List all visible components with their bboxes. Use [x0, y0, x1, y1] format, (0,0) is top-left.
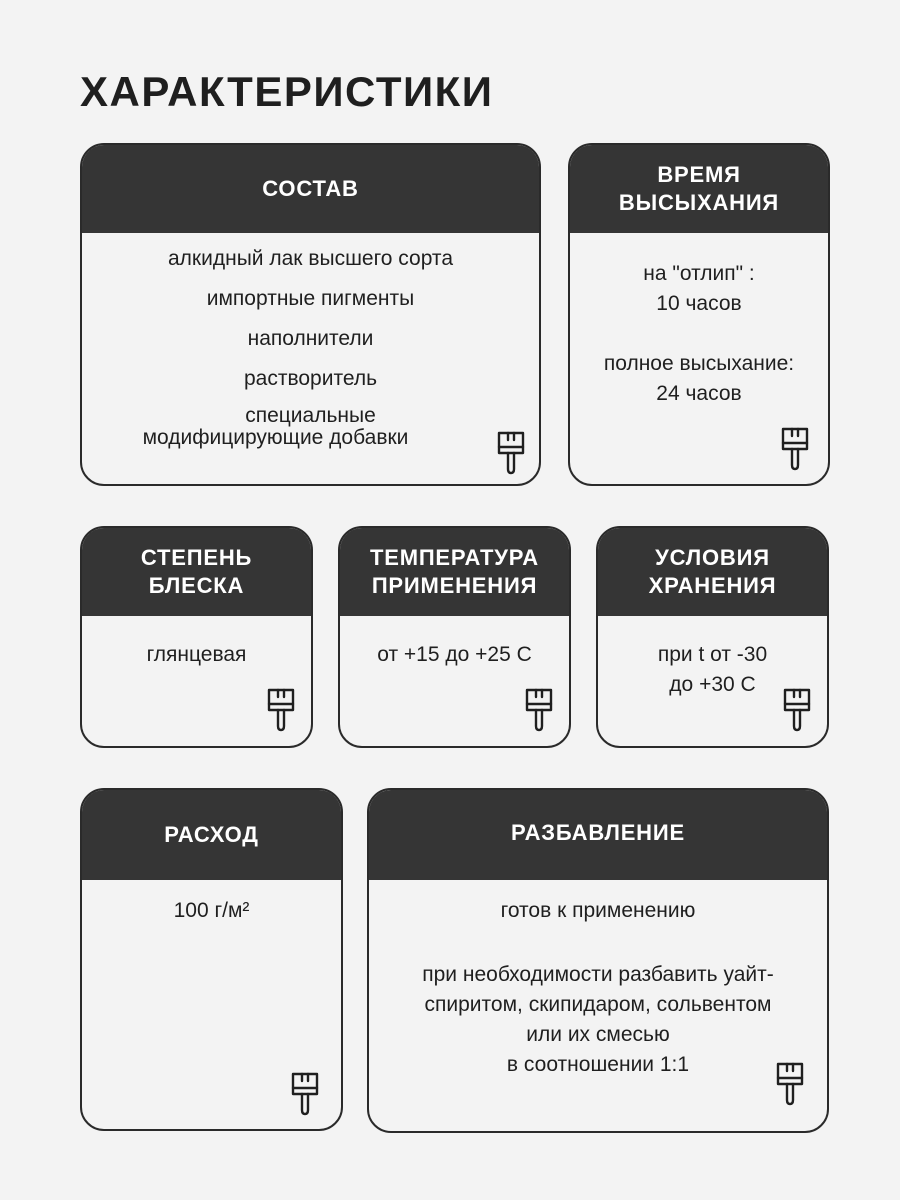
dilution-line-3: спиритом, скипидаром, сольвентом [424, 993, 772, 1016]
full-dry-label: полное высыхание: [603, 352, 795, 375]
card-gloss-level-title-line2: БЛЕСКА [148, 573, 245, 598]
card-drying-time-title-line2: ВЫСЫХАНИЯ [618, 190, 780, 215]
composition-item: специальные [245, 404, 376, 427]
composition-item: наполнители [247, 327, 374, 350]
card-consumption-body [82, 880, 341, 926]
card-composition [80, 143, 541, 486]
card-storage-conditions-header [598, 528, 827, 616]
card-application-temperature-title-line1: ТЕМПЕРАТУРА [369, 545, 539, 570]
card-drying-time-title-line1: ВРЕМЯ [657, 162, 741, 187]
card-dilution-title: РАЗБАВЛЕНИЕ [511, 820, 685, 845]
paint-brush-icon [782, 688, 812, 732]
dilution-line-2: при необходимости разбавить уайт- [422, 963, 774, 986]
card-consumption-header [82, 790, 341, 880]
card-application-temperature [338, 526, 571, 748]
card-gloss-level-header [82, 528, 311, 616]
card-gloss-level-body [82, 616, 311, 670]
paint-brush-icon [496, 431, 526, 475]
card-composition-header [82, 145, 539, 233]
gloss-value: глянцевая [146, 643, 247, 666]
card-gloss-level-title-line1: СТЕПЕНЬ [140, 545, 253, 570]
paint-brush-icon [524, 688, 554, 732]
card-dilution-header [369, 790, 827, 880]
card-composition-body [82, 233, 539, 449]
composition-item: модифицирующие добавки [142, 426, 409, 449]
tack-free-value: 10 часов [656, 292, 742, 315]
consumption-value: 100 г/м² [173, 899, 250, 922]
dilution-line-4: или их смесью [526, 1023, 670, 1046]
card-drying-time-header [570, 145, 828, 233]
dilution-line-1: готов к применению [500, 899, 696, 922]
composition-item: алкидный лак высшего сорта [168, 247, 453, 270]
card-application-temperature-header [340, 528, 569, 616]
full-dry-value: 24 часов [656, 382, 742, 405]
card-gloss-level [80, 526, 313, 748]
card-storage-conditions-title-line1: УСЛОВИЯ [655, 545, 770, 570]
card-dilution [367, 788, 829, 1133]
tack-free-label: на "отлип" : [643, 262, 755, 285]
paint-brush-icon [775, 1062, 805, 1106]
card-storage-conditions-title-line2: ХРАНЕНИЯ [648, 573, 777, 598]
card-drying-time [568, 143, 830, 486]
dilution-line-5: в соотношении 1:1 [506, 1053, 690, 1076]
storage-line-1: при t от -30 [657, 643, 768, 666]
card-dilution-body [369, 880, 827, 1080]
storage-line-2: до +30 С [669, 673, 756, 696]
temperature-value: от +15 до +25 С [377, 643, 532, 666]
card-consumption-title: РАСХОД [164, 822, 259, 847]
page-title: ХАРАКТЕРИСТИКИ [80, 68, 494, 115]
card-drying-time-body [570, 233, 828, 409]
composition-item: растворитель [243, 367, 378, 390]
paint-brush-icon [290, 1072, 320, 1116]
card-composition-title: СОСТАВ [262, 176, 359, 201]
card-application-temperature-body [340, 616, 569, 670]
paint-brush-icon [266, 688, 296, 732]
card-application-temperature-title-line2: ПРИМЕНЕНИЯ [371, 573, 538, 598]
paint-brush-icon [780, 427, 810, 471]
card-consumption [80, 788, 343, 1131]
composition-item: импортные пигменты [206, 287, 415, 310]
card-storage-conditions [596, 526, 829, 748]
